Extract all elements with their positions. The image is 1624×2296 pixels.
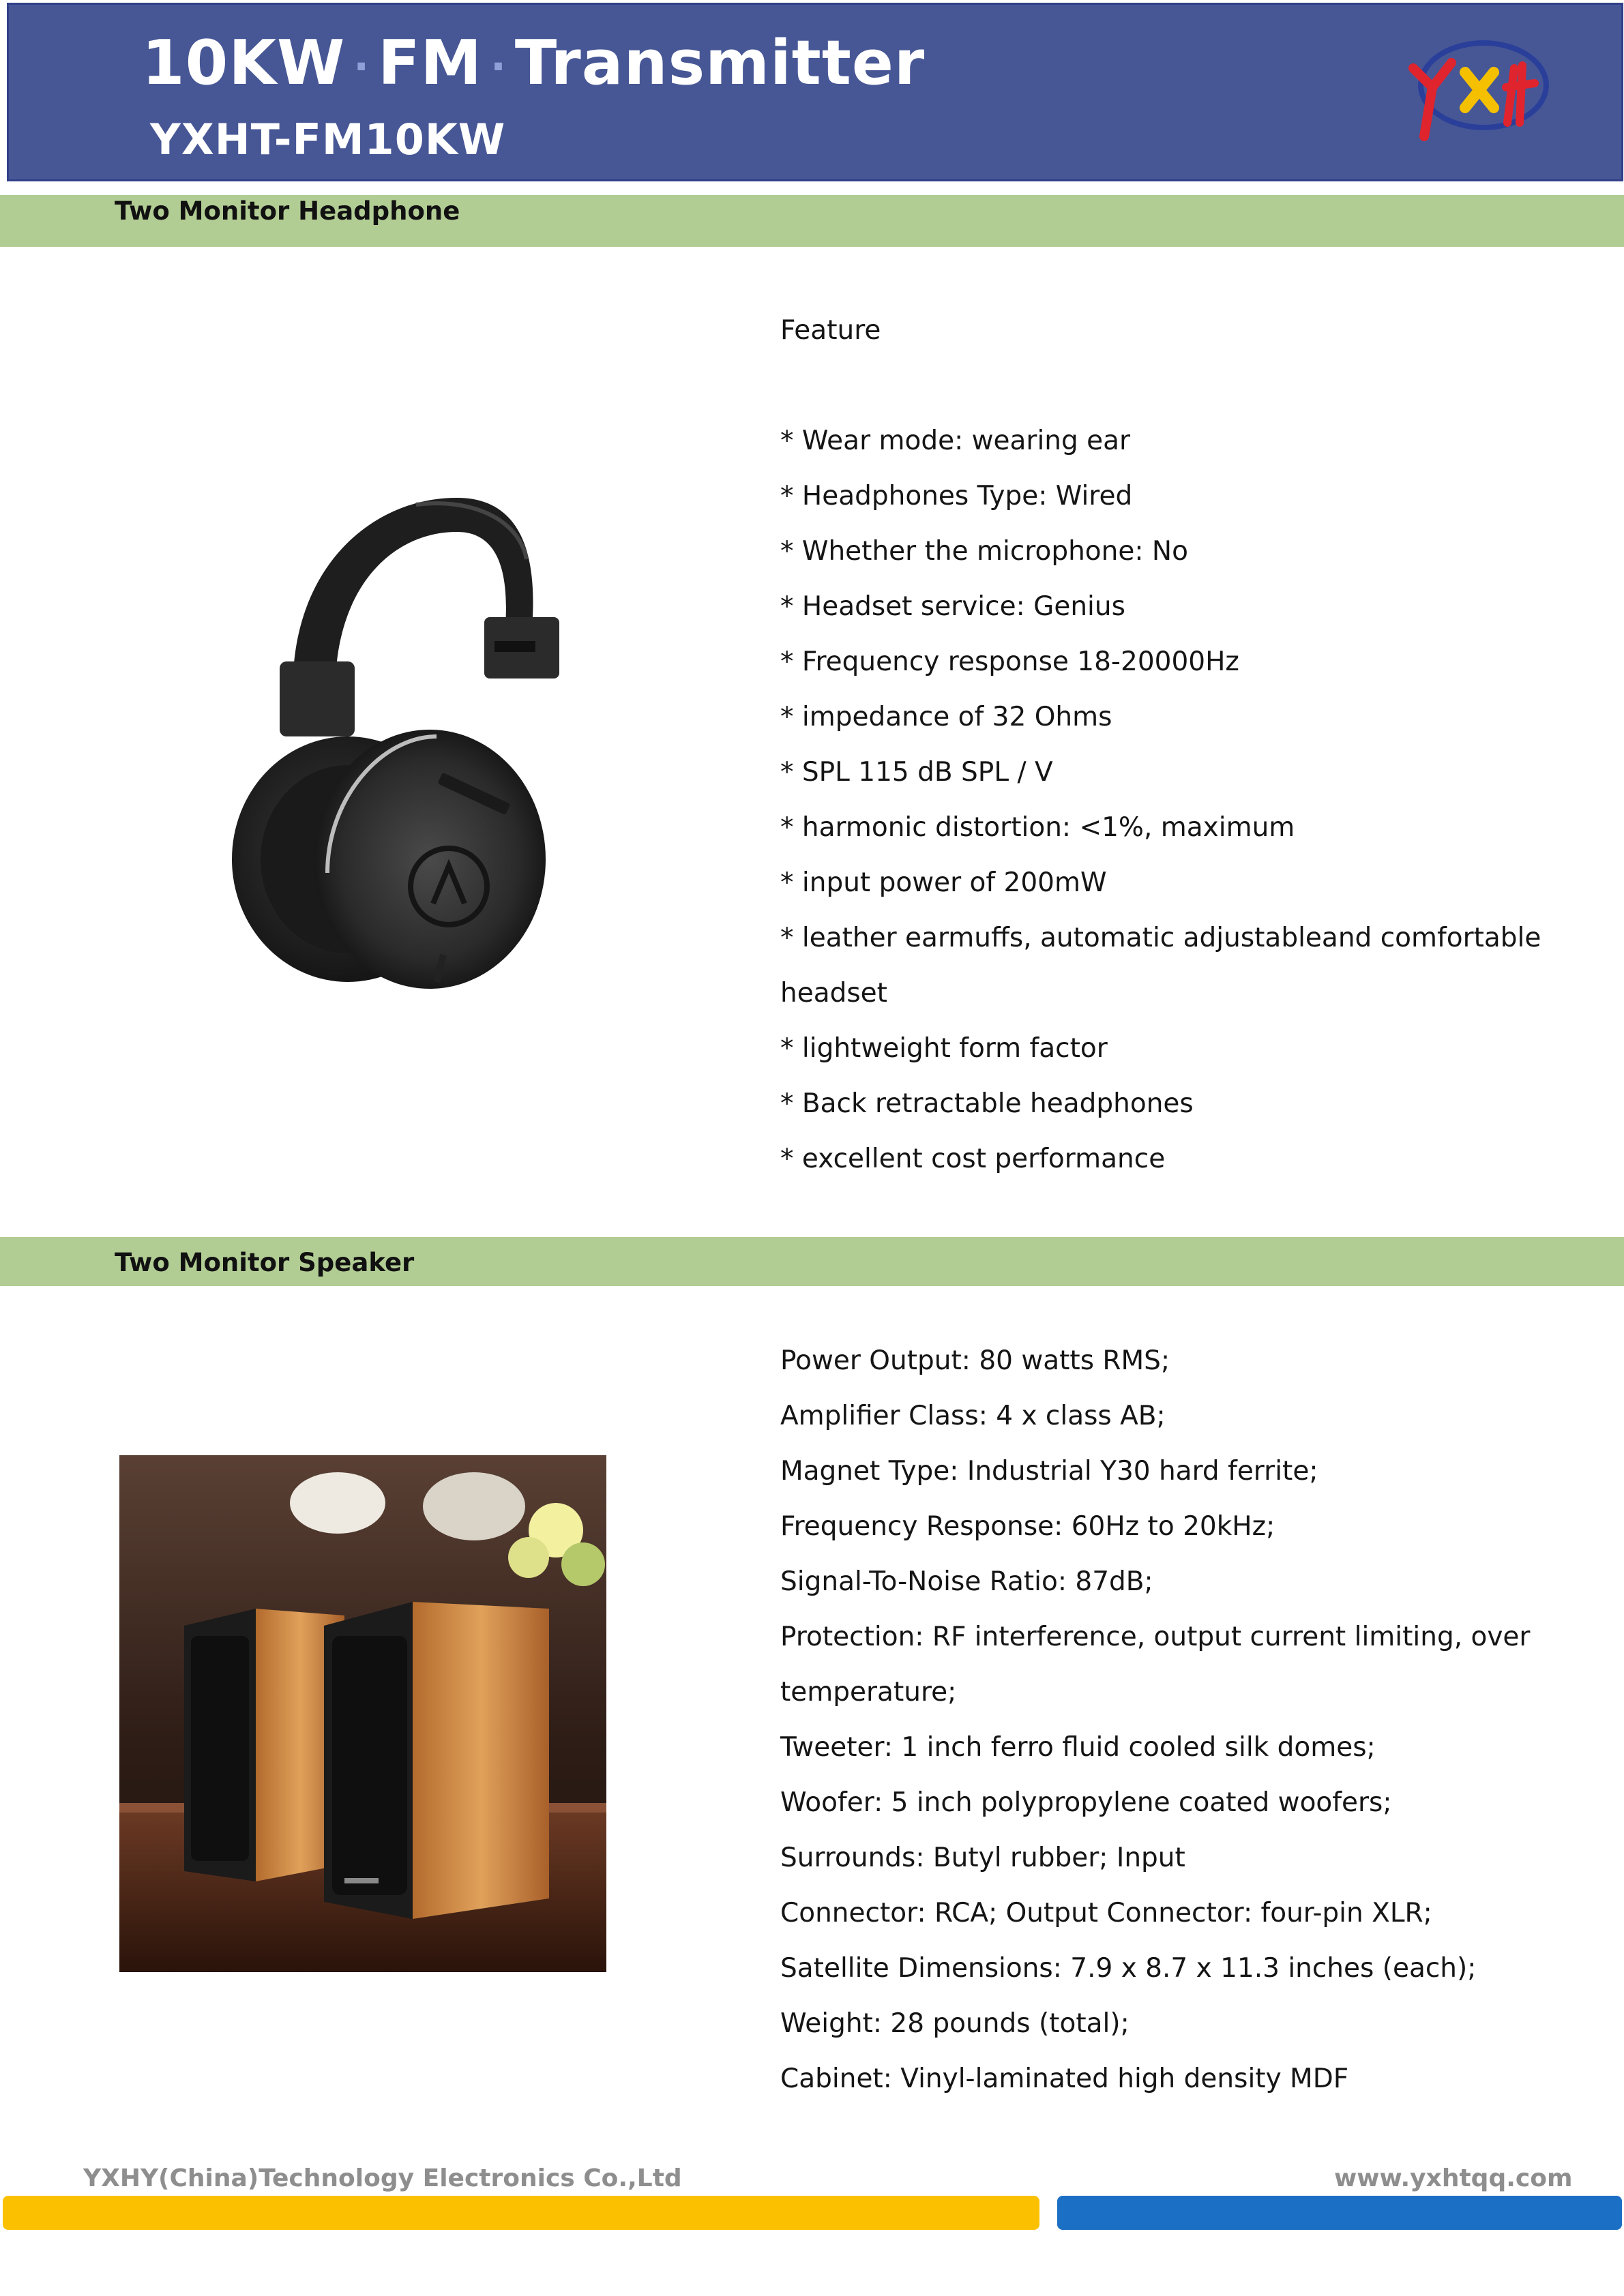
title-part-product: Transmitter <box>514 27 926 99</box>
title-separator: · <box>353 43 370 91</box>
feature-line: * lightweight form factor <box>780 1033 1108 1064</box>
feature-line: * impedance of 32 Ohms <box>780 702 1112 732</box>
speaker-image <box>119 1455 606 1972</box>
speaker-spec-list <box>780 1333 1531 2106</box>
feature-line: * Frequency response 18-20000Hz <box>780 646 1239 677</box>
feature-line: headset <box>780 978 887 1009</box>
spec-line: Magnet Type: Industrial Y30 hard ferrite; <box>780 1456 1318 1487</box>
spec-line: Surrounds: Butyl rubber; Input <box>780 1843 1185 1873</box>
section-title-headphone: Two Monitor Headphone <box>115 196 460 226</box>
feature-line: * excellent cost performance <box>780 1144 1166 1174</box>
spec-line: Frequency Response: 60Hz to 20kHz; <box>780 1511 1275 1542</box>
yxht-logo-icon <box>1398 27 1555 150</box>
feature-line: * leather earmuffs, automatic adjustableand comfortable <box>780 923 1541 953</box>
feature-line: * Headset service: Genius <box>780 591 1125 622</box>
feature-line: * SPL 115 dB SPL / V <box>780 757 1053 788</box>
feature-line: * Back retractable headphones <box>780 1088 1194 1119</box>
spec-line: Signal-To-Noise Ratio: 87dB; <box>780 1566 1153 1597</box>
feature-heading: Feature <box>780 315 881 346</box>
headphone-feature-list <box>780 303 1541 1187</box>
footer-yellow-bar <box>3 2196 1039 2230</box>
spec-line: Satellite Dimensions: 7.9 x 8.7 x 11.3 inches (each); <box>780 1953 1477 1984</box>
feature-line: * Wear mode: wearing ear <box>780 426 1131 456</box>
feature-line: * harmonic distortion: <1%, maximum <box>780 812 1295 843</box>
spec-line: Amplifier Class: 4 x class AB; <box>780 1401 1166 1431</box>
footer-blue-bar <box>1057 2196 1622 2230</box>
feature-line: * Headphones Type: Wired <box>780 481 1133 511</box>
title-part-power: 10KW <box>142 27 346 99</box>
spec-line: Protection: RF interference, output current limiting, over <box>780 1622 1531 1652</box>
model-number: YXHT-FM10KW <box>150 115 506 164</box>
section-title-speaker: Two Monitor Speaker <box>115 1248 415 1277</box>
headphone-image <box>211 477 580 996</box>
spec-line: Weight: 28 pounds (total); <box>780 2008 1130 2039</box>
footer-website-link[interactable]: www.yxhtqq.com <box>1334 2164 1573 2192</box>
spec-line: Tweeter: 1 inch ferro fluid cooled silk domes; <box>780 1732 1376 1763</box>
spec-line: Connector: RCA; Output Connector: four-pin XLR; <box>780 1898 1432 1928</box>
feature-line: * Whether the microphone: No <box>780 536 1188 567</box>
spec-line: Power Output: 80 watts RMS; <box>780 1345 1170 1376</box>
spec-line: Cabinet: Vinyl-laminated high density MDF <box>780 2063 1349 2094</box>
title-part-band: FM <box>378 27 483 99</box>
title-separator: · <box>490 43 507 91</box>
footer-company-name: YXHY(China)Technology Electronics Co.,Ltd <box>83 2164 682 2192</box>
feature-spacer <box>780 358 1531 413</box>
spec-line: temperature; <box>780 1677 957 1708</box>
page-title <box>142 27 925 99</box>
spec-line: Woofer: 5 inch polypropylene coated woofers; <box>780 1787 1392 1818</box>
feature-line: * input power of 200mW <box>780 867 1107 898</box>
